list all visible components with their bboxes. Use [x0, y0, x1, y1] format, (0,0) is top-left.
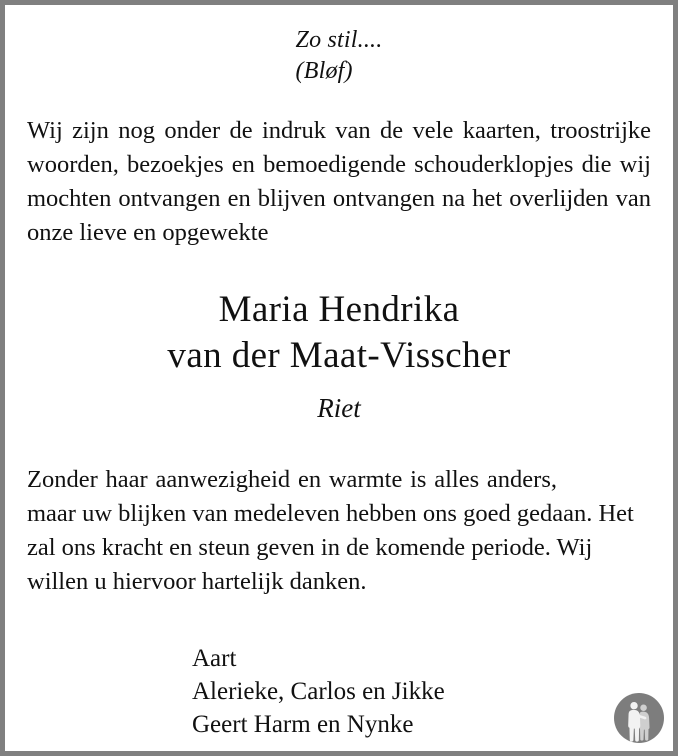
signature-line: Alerieke, Carlos en Jikke — [192, 678, 445, 705]
signature-line: Aart — [192, 645, 237, 672]
thanks-line-4: Wij willen u hiervoor hartelijk danken. — [27, 534, 593, 595]
quote-line-2: (Bløf) — [295, 58, 353, 84]
quote-line-1: Zo stil.... — [295, 27, 383, 53]
quote-inner — [296, 25, 383, 87]
card-inner — [5, 5, 673, 751]
thanks-line-3: Het zal ons kracht en steun geven in de komende periode. — [27, 500, 634, 561]
spacer — [22, 425, 656, 463]
deceased-name-line-2: van der Maat-Visscher — [167, 335, 511, 376]
embracing-figures-logo — [613, 692, 665, 744]
signature-block — [22, 642, 656, 741]
deceased-nickname: Riet — [317, 393, 361, 423]
deceased-name-line-1: Maria Hendrika — [218, 289, 460, 330]
quote-block — [22, 5, 656, 87]
thanks-line-1: Zonder haar aanwezigheid en warmte is alles anders, — [27, 466, 557, 493]
signature-line: Geert Harm en Nynke — [192, 711, 414, 738]
intro-paragraph: Wij zijn nog onder de indruk van de vele kaarten, troostrijke woorden, bezoekjes en bemoedigende schouderklopjes die wij mochten ontvangen en blijven ontvangen na het overlijden van onze lieve en opgewekte — [27, 117, 651, 246]
deceased-name-block — [22, 287, 656, 425]
thanks-line-2: maar uw blijken van medeleven hebben ons goed gedaan. — [27, 500, 593, 527]
thanks-paragraph — [22, 463, 656, 599]
